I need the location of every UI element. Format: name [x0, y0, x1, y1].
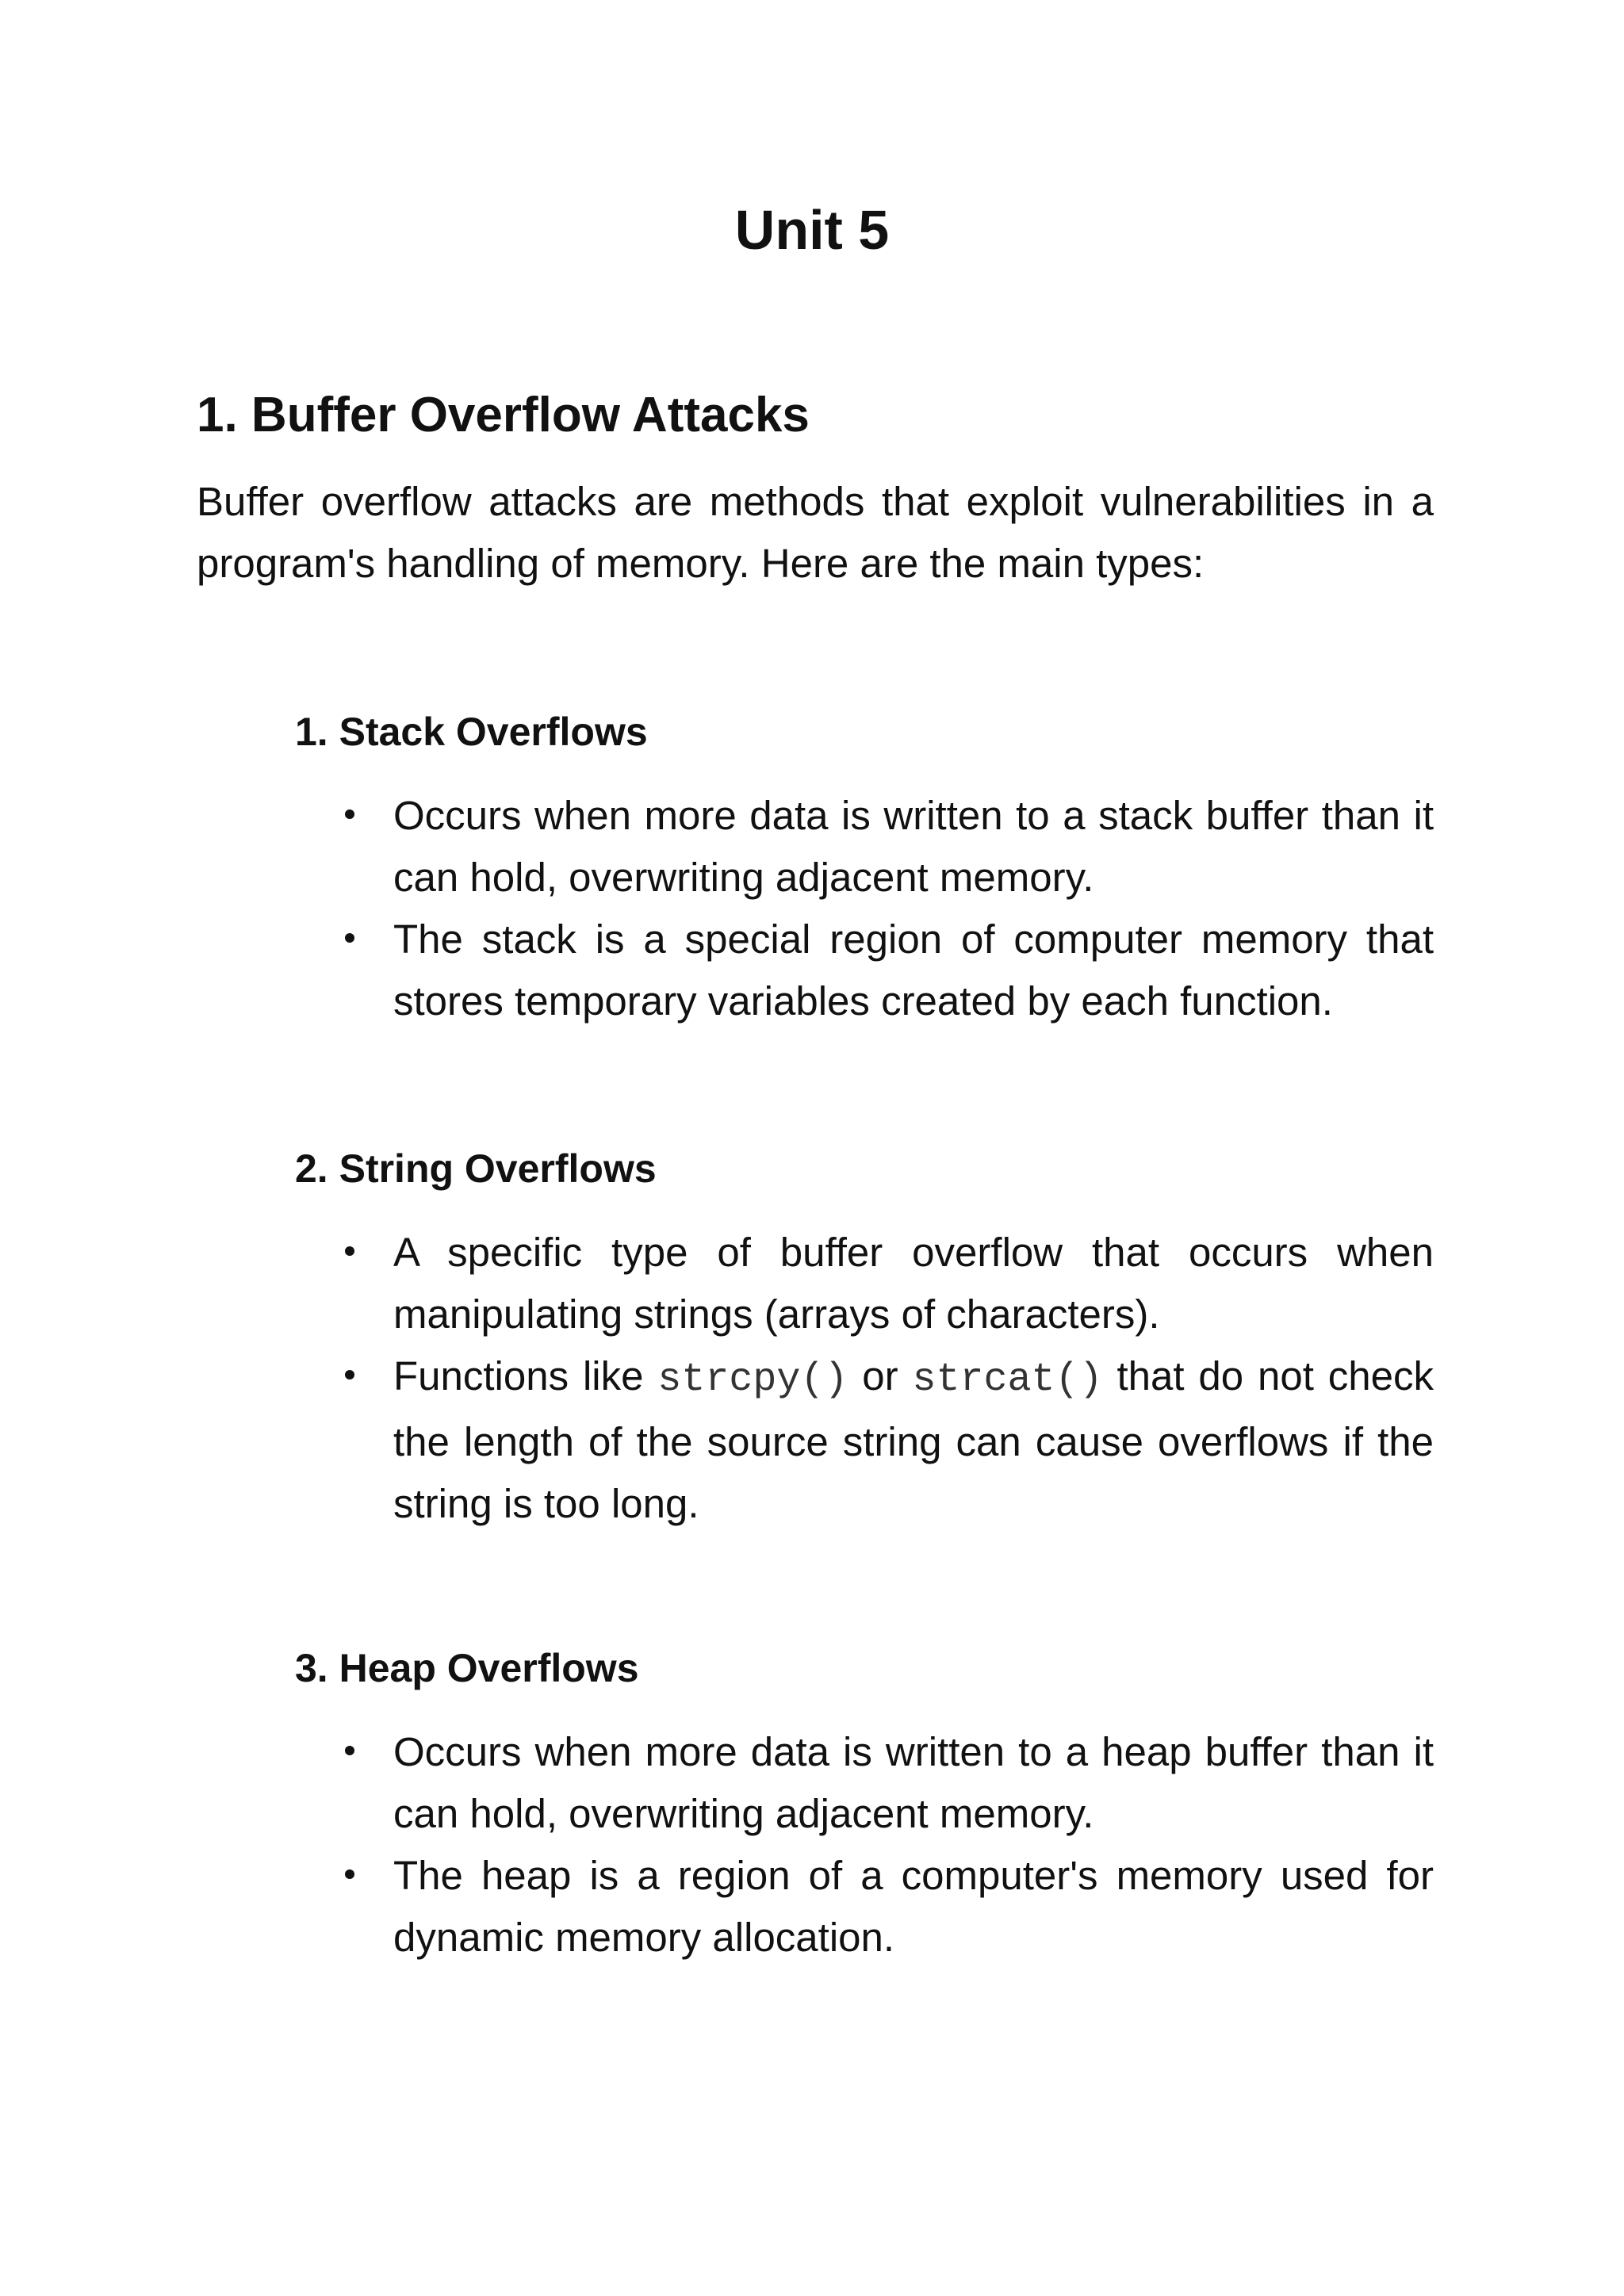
bullet-icon — [345, 933, 354, 943]
bullet-list — [295, 1721, 1434, 1969]
subsection-string-overflows — [295, 1139, 1434, 1535]
bullet-text: The heap is a region of a computer's memory used for dynamic memory allocation. — [393, 1853, 1434, 1960]
bullet-icon — [345, 809, 354, 819]
bullet-text — [393, 1353, 1434, 1526]
list-item — [295, 1345, 1434, 1535]
subsection-heap-overflows — [295, 1639, 1434, 1969]
bullet-list — [295, 785, 1434, 1032]
bullet-text: A specific type of buffer overflow that occurs when manipulating strings (arrays of characters). — [393, 1230, 1434, 1337]
list-item — [295, 1845, 1434, 1969]
section-heading: 1. Buffer Overflow Attacks — [197, 388, 810, 442]
bullet-text: Occurs when more data is written to a stack buffer than it can hold, overwriting adjacent memory. — [393, 793, 1434, 900]
subsection-heading: 1. Stack Overflows — [295, 710, 648, 754]
subsection-heading: 3. Heap Overflows — [295, 1646, 639, 1690]
bullet-text-after: that do not check the length of the source string can cause overflows if the string is too long. — [393, 1353, 1434, 1526]
list-item — [295, 785, 1434, 909]
bullet-text-before: Functions like — [393, 1353, 658, 1399]
bullet-icon — [345, 1370, 354, 1380]
code-strcpy: strcpy() — [657, 1357, 848, 1402]
bullet-icon — [345, 1746, 354, 1755]
section-intro: Buffer overflow attacks are methods that exploit vulnerabilities in a program's handling of memory. Here are the main types: — [197, 479, 1434, 586]
subsection-heading: 2. String Overflows — [295, 1146, 657, 1191]
bullet-text-middle: or — [848, 1353, 913, 1399]
bullet-text: The stack is a special region of computer memory that stores temporary variables created by each function. — [393, 916, 1434, 1024]
bullet-text: Occurs when more data is written to a heap buffer than it can hold, overwriting adjacent memory. — [393, 1729, 1434, 1836]
subsection-stack-overflows — [295, 702, 1434, 1032]
list-item — [295, 1222, 1434, 1345]
list-item — [295, 909, 1434, 1032]
bullet-icon — [345, 1246, 354, 1256]
code-strcat: strcat() — [912, 1357, 1103, 1402]
list-item — [295, 1721, 1434, 1845]
bullet-list — [295, 1222, 1434, 1535]
bullet-icon — [345, 1869, 354, 1879]
page-title: Unit 5 — [734, 199, 890, 261]
